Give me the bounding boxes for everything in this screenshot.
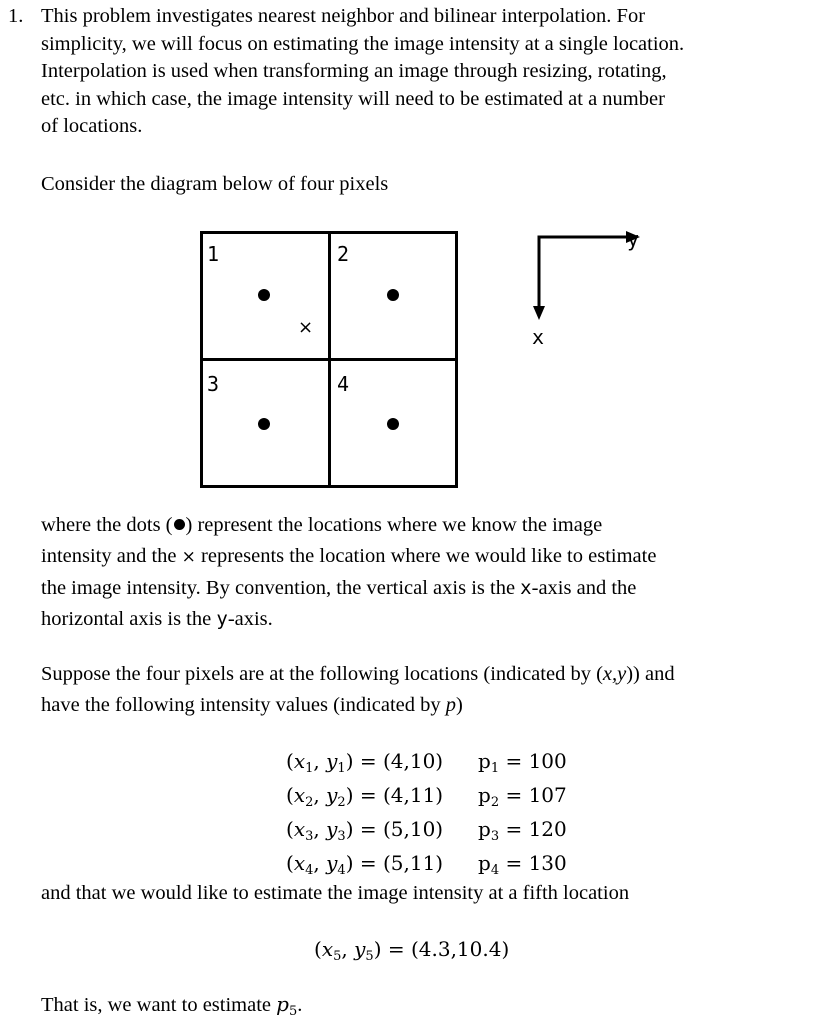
eq-index: 5	[365, 949, 374, 964]
closing-text-part: .	[297, 994, 303, 1016]
eq-value: 130	[528, 851, 567, 875]
eq-index: 1	[305, 761, 314, 776]
eq-value: (4,10)	[382, 749, 444, 773]
fifth-location-equation: ($x_5$, $y_5) = (4.3,10.4)$	[314, 937, 510, 964]
intro-line: This problem investigates nearest neighbor and bilinear interpolation. For	[41, 5, 646, 27]
eq-index: 1	[337, 761, 346, 776]
intensity-equation: $p_3 = 120$	[478, 817, 567, 844]
problem-number: 1.	[8, 5, 24, 27]
eq-index: 4	[337, 863, 346, 878]
intensity-equations	[478, 748, 567, 884]
consider-text: Consider the diagram below of four pixels	[41, 173, 389, 195]
eq-value: 120	[528, 817, 567, 841]
suppose-var: p	[445, 694, 457, 716]
suppose-line-2	[41, 690, 675, 721]
eq-value: (4.3,10.4)	[410, 937, 510, 961]
location-equation: ($x_3$, $y_3) = (5,10)$	[286, 817, 444, 844]
pixel-label-4: 4	[337, 372, 350, 396]
p5-symbol: $p_5$	[276, 992, 298, 1019]
eq-index: 4	[305, 863, 314, 878]
explanation-text: the image intensity. By convention, the vertical axis is the	[41, 577, 521, 599]
eq-value: 100	[528, 749, 567, 773]
explanation-line-2	[41, 541, 656, 573]
explanation-line-3	[41, 573, 656, 604]
explanation-text: represents the location where we would like to estimate	[195, 545, 657, 567]
eq-value: 107	[528, 783, 567, 807]
pixel-3-dot	[258, 418, 270, 430]
intro-line: of locations.	[41, 115, 143, 137]
eq-index: 5	[288, 1004, 298, 1019]
axis-arrows	[520, 222, 640, 322]
y-axis-mono: y	[216, 608, 228, 630]
explanation-paragraph	[41, 510, 656, 635]
location-equation: ($x_4$, $y_4) = (5,11)$	[286, 851, 444, 878]
closing-text-part: That is, we want to estimate	[41, 994, 277, 1016]
suppose-paragraph	[41, 659, 675, 721]
pixel-label-1: 1	[207, 242, 220, 266]
suppose-text: have the following intensity values (indicated by	[41, 694, 446, 716]
explanation-text: ) represent the locations where we know the image	[185, 514, 603, 536]
explanation-line-4	[41, 604, 656, 635]
suppose-text: Suppose the four pixels are at the following locations (indicated by (	[41, 663, 603, 685]
pixel-4-dot	[387, 418, 399, 430]
location-equation: ($x_2$, $y_2) = (4,11)$	[286, 783, 444, 810]
explanation-text: intensity and the	[41, 545, 182, 567]
intro-line: Interpolation is used when transforming an image through resizing, rotating,	[41, 60, 667, 82]
explanation-text: where the dots (	[41, 514, 173, 536]
suppose-text: )) and	[626, 663, 675, 685]
eq-index: 1	[490, 761, 500, 776]
suppose-line-1	[41, 659, 675, 690]
intensity-equation: $p_1 = 100$	[478, 749, 567, 776]
cross-symbol-icon: ×	[181, 547, 196, 567]
eq-index: 3	[490, 829, 500, 844]
suppose-text: )	[456, 694, 463, 716]
pixel-2-dot	[387, 289, 399, 301]
location-equation: ($x_1$, $y_1) = (4,10)$	[286, 749, 444, 776]
explanation-text: -axis and the	[531, 577, 637, 599]
pixel-label-2: 2	[337, 242, 350, 266]
eq-index: 5	[333, 949, 342, 964]
intensity-equation: $p_2 = 107$	[478, 783, 567, 810]
explanation-text: horizontal axis is the	[41, 608, 217, 630]
x-axis-mono: x	[520, 577, 532, 599]
eq-index: 3	[337, 829, 346, 844]
intro-line: etc. in which case, the image intensity will need to be estimated at a number	[41, 87, 665, 110]
eq-index: 3	[305, 829, 314, 844]
location-equations	[286, 748, 443, 884]
eq-value: (5,11)	[382, 851, 444, 875]
eq-index: 4	[490, 863, 500, 878]
dot-symbol-icon	[174, 519, 185, 530]
eq-value: (4,11)	[382, 783, 444, 807]
pixel-1-dot	[258, 289, 270, 301]
axis-lines	[539, 237, 630, 314]
eq-value: (5,10)	[382, 817, 444, 841]
eq-index: 2	[337, 795, 346, 810]
x-arrowhead-icon	[533, 306, 545, 320]
explanation-text: -axis.	[227, 608, 273, 630]
target-cross-icon: ×	[298, 317, 314, 338]
closing-text	[41, 991, 302, 1026]
intro-line: simplicity, we will focus on estimating the image intensity at a single location.	[41, 32, 685, 55]
fifth-location-text: and that we would like to estimate the image intensity at a fifth location	[41, 882, 630, 904]
eq-index: 2	[305, 795, 314, 810]
pixel-label-3: 3	[207, 372, 220, 396]
intensity-equation: $p_4 = 130$	[478, 851, 567, 878]
eq-index: 2	[490, 795, 500, 810]
explanation-line-1	[41, 510, 656, 541]
axis-x-label: x	[532, 325, 545, 349]
intro-paragraph	[41, 3, 684, 141]
axis-y-label: y	[627, 227, 640, 251]
suppose-var: x,y	[602, 663, 627, 685]
